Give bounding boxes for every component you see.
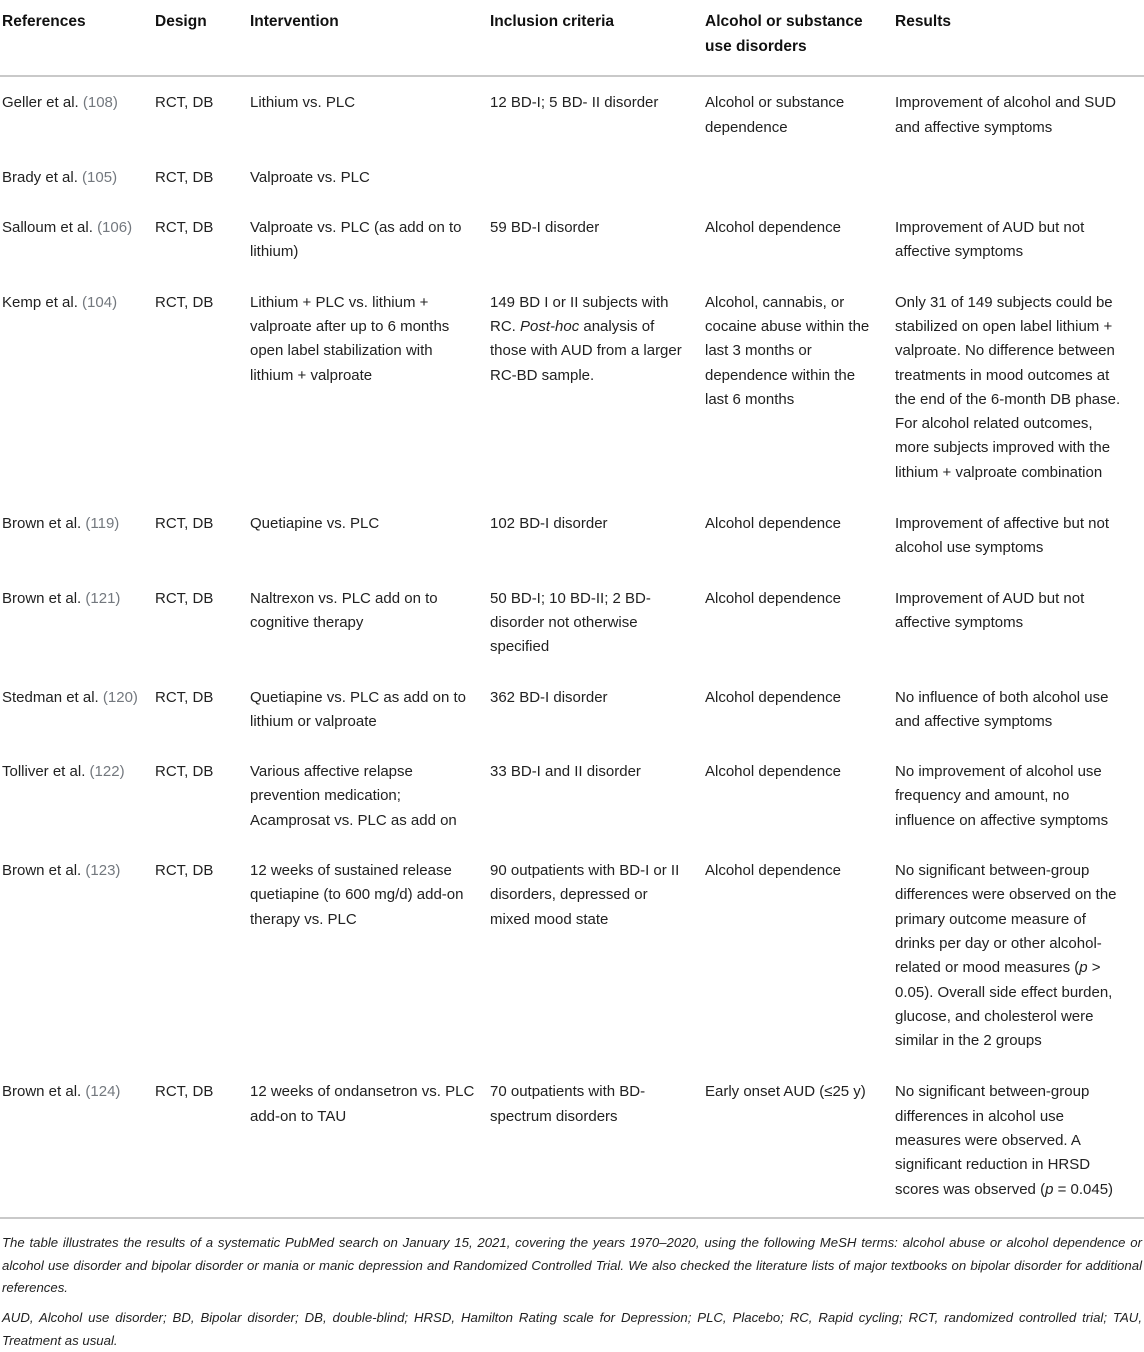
cell-results: Improvement of AUD but not affective symptoms (895, 589, 1085, 631)
cell-inclusion-criteria: 90 outpatients with BD-I or II disorders, depressed or mixed mood state (490, 862, 680, 928)
reference-link[interactable]: (123) (85, 862, 121, 880)
cell-design: RCT, DB (155, 515, 214, 533)
reference-author: Salloum et al. (2, 219, 93, 237)
cell-alcohol-substance: Alcohol dependence (705, 515, 841, 533)
reference-link[interactable]: (105) (82, 168, 118, 186)
cell-intervention: Quetiapine vs. PLC as add on to lithium or valproate (250, 688, 466, 730)
cell-inclusion-criteria (490, 153, 705, 203)
reference-author: Tolliver et al. (2, 763, 86, 781)
cell-reference (0, 1066, 155, 1214)
cell-results: Improvement of affective but not alcohol use symptoms (895, 515, 1110, 557)
results-text-italic: p (1079, 959, 1088, 977)
inclusion-text-italic: Post-hoc (520, 318, 580, 335)
reference-author: Brady et al. (2, 168, 78, 186)
cell-intervention: Quetiapine vs. PLC (250, 515, 380, 533)
cell-design: RCT, DB (155, 862, 214, 880)
results-text-pre: No significant between-group differences in alcohol use measures were observed. A significant reduction in HRSD scores was observed ( (895, 1083, 1091, 1198)
column-header-results: Results (895, 0, 1144, 76)
cell-results: No influence of both alcohol use and affective symptoms (895, 688, 1109, 730)
reference-link[interactable]: (122) (89, 763, 125, 781)
table-body (0, 76, 1144, 1215)
reference-author: Geller et al. (2, 94, 79, 112)
reference-author: Brown et al. (2, 589, 82, 607)
cell-results (895, 846, 1144, 1066)
table-header (0, 0, 1144, 76)
cell-design: RCT, DB (155, 94, 214, 112)
cell-design: RCT, DB (155, 293, 214, 311)
reference-link[interactable]: (124) (85, 1083, 121, 1101)
cell-alcohol-substance: Alcohol dependence (705, 862, 841, 880)
cell-inclusion-criteria: 50 BD-I; 10 BD-II; 2 BD-disorder not otherwise specified (490, 589, 651, 656)
cell-intervention: Valproate vs. PLC (as add on to lithium) (250, 219, 462, 261)
reference-link[interactable]: (121) (85, 589, 121, 607)
cell-results: Only 31 of 149 subjects could be stabilized on open label lithium + valproate. No difference between treatments in mood outcomes at the end of the 6-month DB phase. For alcohol related outcomes, more subjects improved with the lithium + valproate combination (895, 293, 1121, 481)
cell-design: RCT, DB (155, 688, 214, 706)
cell-reference (0, 76, 155, 153)
cell-alcohol-substance: Alcohol, cannabis, or cocaine abuse within the last 3 months or dependence within the last 6 months (705, 293, 870, 408)
cell-inclusion-criteria: 102 BD-I disorder (490, 515, 608, 533)
cell-reference (0, 673, 155, 748)
cell-inclusion-criteria: 362 BD-I disorder (490, 688, 608, 706)
cell-intervention: 12 weeks of ondansetron vs. PLC add-on to TAU (250, 1083, 475, 1125)
table-row (0, 1066, 1144, 1214)
results-text-post: > 0.05). Overall side effect burden, glucose, and cholesterol were similar in the 2 groups (895, 959, 1113, 1050)
reference-author: Brown et al. (2, 862, 82, 880)
cell-results: Improvement of alcohol and SUD and affective symptoms (895, 94, 1116, 136)
results-text-post: = 0.045) (1053, 1180, 1114, 1198)
reference-author: Stedman et al. (2, 688, 99, 706)
cell-results (895, 1066, 1144, 1214)
cell-intervention: Lithium vs. PLC (250, 94, 356, 112)
cell-alcohol-substance: Alcohol dependence (705, 219, 841, 237)
cell-results: No improvement of alcohol use frequency and amount, no influence on affective symptoms (895, 763, 1109, 829)
cell-intervention: Various affective relapse prevention medication; Acamprosat vs. PLC as add on (250, 763, 457, 829)
reference-link[interactable]: (119) (85, 515, 120, 533)
table-row (0, 673, 1144, 748)
cell-inclusion-criteria: 33 BD-I and II disorder (490, 763, 641, 781)
cell-reference (0, 203, 155, 278)
reference-link[interactable]: (108) (82, 94, 118, 112)
cell-reference (0, 498, 155, 574)
table-row (0, 747, 1144, 846)
cell-results: Improvement of AUD but not affective symptoms (895, 219, 1085, 261)
reference-author: Brown et al. (2, 1083, 82, 1101)
cell-inclusion-criteria: 12 BD-I; 5 BD- II disorder (490, 94, 659, 112)
cell-reference (0, 846, 155, 1066)
reference-link[interactable]: (104) (82, 293, 118, 311)
table-row (0, 153, 1144, 203)
cell-alcohol-substance: Early onset AUD (≤25 y) (705, 1083, 866, 1101)
column-header-inclusion-criteria: Inclusion criteria (490, 0, 705, 76)
cell-inclusion-criteria (490, 278, 705, 498)
cell-inclusion-criteria: 70 outpatients with BD-spectrum disorders (490, 1083, 646, 1125)
cell-alcohol-substance: Alcohol dependence (705, 688, 841, 706)
table-row (0, 846, 1144, 1066)
cell-reference (0, 278, 155, 498)
footnote-abbreviations: AUD, Alcohol use disorder; BD, Bipolar disorder; DB, double-blind; HRSD, Hamilton Rating scale for Depression; PLC, Placebo; RC, Rapid cycling; RCT, randomized controlled trial; TAU, Treatment as usual. (2, 1310, 1142, 1348)
reference-link[interactable]: (120) (102, 688, 138, 706)
cell-alcohol-substance: Alcohol or substance dependence (705, 94, 845, 136)
table-footnotes (0, 1219, 1144, 1352)
inclusion-text-pre: 149 BD I or II subjects with RC. (490, 293, 669, 335)
cell-reference (0, 153, 155, 203)
table-row (0, 498, 1144, 574)
cell-alcohol-substance (705, 153, 895, 203)
results-text-italic: p (1045, 1180, 1054, 1198)
reference-author: Kemp et al. (2, 293, 78, 311)
reference-link[interactable]: (106) (97, 219, 133, 237)
table-header-row (0, 0, 1144, 76)
footnote-caption: The table illustrates the results of a systematic PubMed search on January 15, 2021, covering the years 1970–2020, using the following MeSH terms: alcohol abuse or alcohol dependence or alcohol use disorder and bipolar disorder or mania or manic depression and Randomized Controlled Trial. We also checked the literature lists of major textbooks on bipolar disorder for additional references. (2, 1234, 1142, 1296)
cell-design: RCT, DB (155, 589, 214, 607)
cell-intervention: Valproate vs. PLC (250, 168, 370, 186)
cell-inclusion-criteria: 59 BD-I disorder (490, 219, 600, 237)
column-header-intervention: Intervention (250, 0, 490, 76)
column-header-alcohol-substance-use-disorders: Alcohol or substance use disorders (705, 0, 895, 76)
cell-design: RCT, DB (155, 1083, 214, 1101)
results-text-pre: No significant between-group differences were observed on the primary outcome measure of drinks per day or other alcohol-related or mood measures ( (895, 862, 1117, 977)
column-header-references: References (0, 0, 155, 76)
cell-intervention: Naltrexon vs. PLC add on to cognitive therapy (250, 589, 438, 631)
cell-design: RCT, DB (155, 219, 214, 237)
cell-alcohol-substance: Alcohol dependence (705, 589, 841, 607)
cell-design: RCT, DB (155, 168, 214, 186)
table-row (0, 278, 1144, 498)
inclusion-text-post: analysis of those with AUD from a larger RC-BD sample. (490, 318, 682, 384)
cell-intervention: Lithium + PLC vs. lithium + valproate after up to 6 months open label stabilization with lithium + valproate (250, 293, 450, 384)
cell-alcohol-substance: Alcohol dependence (705, 763, 841, 781)
cell-design: RCT, DB (155, 763, 214, 781)
table-row (0, 203, 1144, 278)
cell-reference (0, 574, 155, 673)
cell-reference (0, 747, 155, 846)
cell-results (895, 153, 1144, 203)
table-row (0, 574, 1144, 673)
column-header-design: Design (155, 0, 250, 76)
reference-author: Brown et al. (2, 515, 82, 533)
cell-intervention: 12 weeks of sustained release quetiapine (to 600 mg/d) add-on therapy vs. PLC (250, 862, 464, 928)
table-row (0, 76, 1144, 153)
